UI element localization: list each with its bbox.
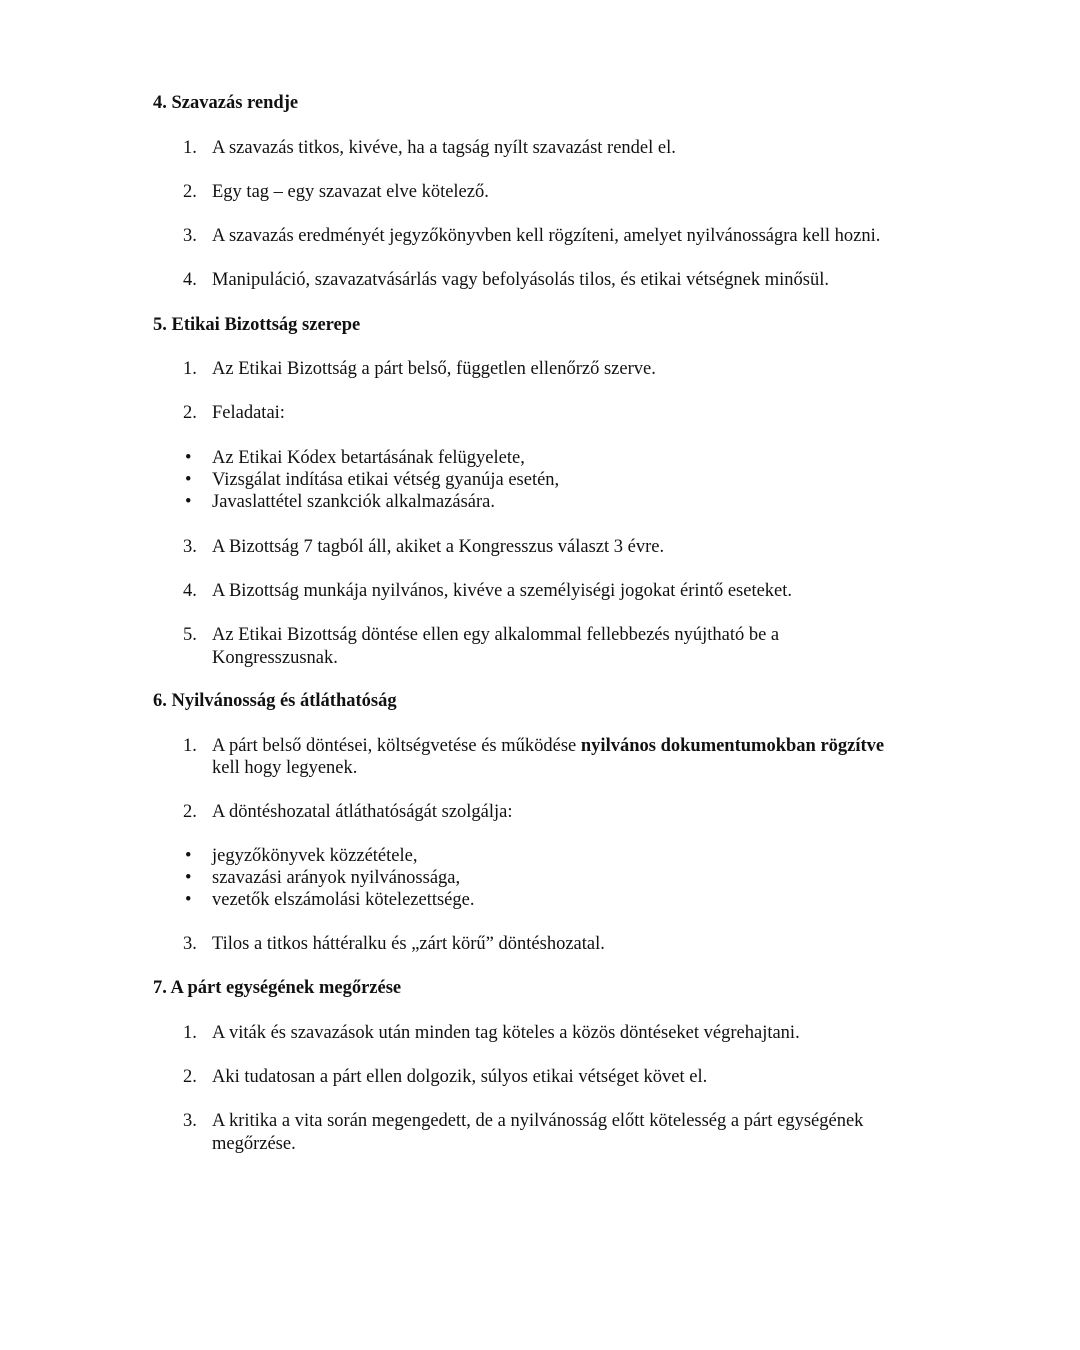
list-item: A kritika a vita során megengedett, de a nyilvánosság előtt kötelesség a párt egységének (212, 1111, 864, 1131)
bullet-item: Vizsgálat indítása etikai vétség gyanúja esetén, (212, 470, 560, 490)
list-item-continuation: Kongresszusnak. (212, 648, 338, 668)
list-item: Aki tudatosan a párt ellen dolgozik, súlyos etikai vétséget követ el. (212, 1067, 708, 1087)
list-item: Egy tag – egy szavazat elve kötelező. (212, 182, 489, 202)
bullet-item: vezetők elszámolási kötelezettsége. (212, 890, 475, 910)
list-number: 1. (183, 1023, 197, 1043)
list-number: 3. (183, 1111, 197, 1131)
list-number: 2. (183, 802, 197, 822)
list-item: Feladatai: (212, 403, 285, 423)
bullet-icon: • (185, 470, 192, 490)
list-item-continuation: megőrzése. (212, 1134, 296, 1154)
section-heading: 7. A párt egységének megőrzése (153, 978, 402, 998)
bold-emphasis: nyilvános dokumentumokban rögzítve (580, 736, 885, 756)
list-number: 1. (183, 359, 197, 379)
list-number: 3. (183, 226, 197, 246)
bullet-item: Javaslattétel szankciók alkalmazására. (212, 492, 496, 512)
list-number: 4. (183, 581, 197, 601)
bullet-icon: • (185, 492, 192, 512)
bullet-icon: • (185, 448, 192, 468)
list-item: Az Etikai Bizottság a párt belső, független ellenőrző szerve. (212, 359, 656, 379)
bullet-icon: • (185, 846, 192, 866)
list-number: 4. (183, 270, 197, 290)
list-item: A szavazás titkos, kivéve, ha a tagság nyílt szavazást rendel el. (212, 138, 676, 158)
list-item: A döntéshozatal átláthatóságát szolgálja: (212, 802, 513, 822)
list-number: 2. (183, 1067, 197, 1087)
list-number: 1. (183, 138, 197, 158)
bullet-icon: • (185, 868, 192, 888)
list-item: A Bizottság 7 tagból áll, akiket a Kongresszus választ 3 évre. (212, 537, 665, 557)
list-item: Manipuláció, szavazatvásárlás vagy befolyásolás tilos, és etikai vétségnek minősül. (212, 270, 830, 290)
bullet-item: jegyzőkönyvek közzététele, (212, 846, 418, 866)
list-item: Tilos a titkos háttéralku és „zárt körű” döntéshozatal. (212, 934, 605, 954)
list-item: Az Etikai Bizottság döntése ellen egy alkalommal fellebbezés nyújtható be a (212, 625, 780, 645)
bullet-icon: • (185, 890, 192, 910)
section-heading: 5. Etikai Bizottság szerepe (153, 315, 361, 335)
section-heading: 6. Nyilvánosság és átláthatóság (153, 691, 397, 711)
list-item (212, 735, 884, 757)
list-item-continuation: kell hogy legyenek. (212, 758, 358, 778)
list-item: A Bizottság munkája nyilvános, kivéve a személyiségi jogokat érintő eseteket. (212, 581, 793, 601)
list-item: A viták és szavazások után minden tag köteles a közös döntéseket végrehajtani. (212, 1023, 800, 1043)
list-item: A szavazás eredményét jegyzőkönyvben kell rögzíteni, amelyet nyilvánosságra kell hozni. (212, 226, 881, 246)
list-number: 5. (183, 625, 197, 645)
list-number: 3. (183, 934, 197, 954)
bullet-item: Az Etikai Kódex betartásának felügyelete, (212, 448, 525, 468)
section-heading: 4. Szavazás rendje (153, 93, 299, 113)
bullet-item: szavazási arányok nyilvánossága, (212, 868, 461, 888)
list-number: 2. (183, 182, 197, 202)
list-item-text: A párt belső döntései, költségvetése és működése (212, 736, 581, 756)
list-number: 1. (183, 736, 197, 756)
list-number: 2. (183, 403, 197, 423)
list-number: 3. (183, 537, 197, 557)
